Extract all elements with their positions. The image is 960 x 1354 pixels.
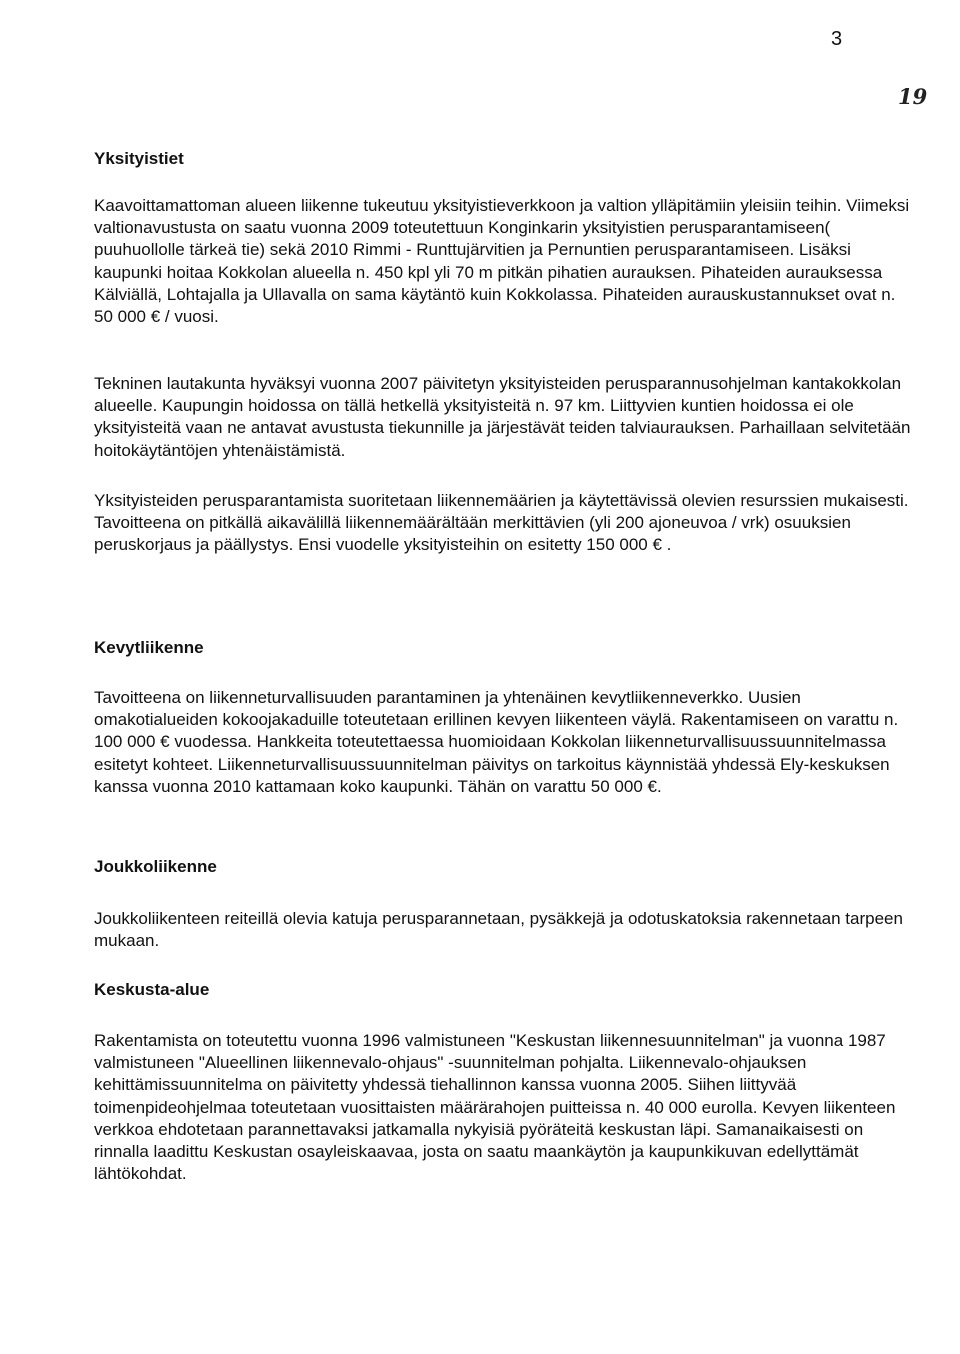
paragraph-joukkoliikenne-1: Joukkoliikenteen reiteillä olevia katuja perusparannetaan, pysäkkejä ja odotuskatoksia rakennetaan tarpeen mukaan. bbox=[94, 909, 903, 951]
paragraph-yksityistiet-3: Yksityisteiden perusparantamista suoritetaan liikennemäärien ja käytettävissä olevien resurssien mukaisesti. Tavoitteena on pitkällä aikavälillä liikennemäärältään merkittävien (yli 200 ajoneuvoa / vrk) osuuksien peruskorjaus ja päällystys. Ensi vuodelle yksityisteihin on esitetty 150 000 € . bbox=[94, 491, 909, 555]
paragraph-kevytliikenne-1: Tavoitteena on liikenneturvallisuuden parantaminen ja yhtenäinen kevytliikenneverkko. Uusien omakotialueiden kokoojakaduille toteutetaan erillinen kevyen liikenteen väylä. Rakentamiseen on varattu n. 100 000 € vuodessa. Hankkeita toteutettaessa huomioidaan Kokkolan liikenneturvallisuussuunnitelmassa esitetyt kohteet. Liikenneturvallisuussuunnitelman päivitys on tarkoitus käynnistää yhdessä Ely-keskuksen kanssa vuonna 2010 kattamaan koko kaupunki. Tähän on varattu 50 000 €. bbox=[94, 688, 899, 796]
heading-joukkoliikenne: Joukkoliikenne bbox=[94, 857, 217, 876]
paragraph-keskusta-alue-1: Rakentamista on toteutettu vuonna 1996 valmistuneen "Keskustan liikennesuunnitelman" ja vuonna 1987 valmistuneen "Alueellinen liikennevalo-ohjaus" -suunnitelman pohjalta. Liikennevalo-ohjauksen kehittämissuunnitelma on päivitetty yhdessä tiehallinnon kanssa vuonna 2005. Siihen liittyvää toimenpideohjelmaa toteutetaan vuosittaisten määrärahojen puitteissa n. 40 000 eurolla. Kevyen liikenteen verkkoa ehdotetaan parannettavaksi jatkamalla nykyisiä pyöräteitä keskustan läpi. Samanaikaisesti on rinnalla laadittu Keskustan osayleiskaavaa, josta on saatu maankäytön ja kaupunkikuvan edellyttämät lähtökohdat. bbox=[94, 1031, 896, 1184]
page-number: 3 bbox=[831, 28, 843, 50]
heading-keskusta-alue: Keskusta-alue bbox=[94, 980, 210, 999]
heading-yksityistiet: Yksityistiet bbox=[94, 149, 184, 168]
paragraph-yksityistiet-2: Tekninen lautakunta hyväksyi vuonna 2007 päivitetyn yksityisteiden perusparannusohjelman kantakokkolan alueelle. Kaupungin hoidossa on tällä hetkellä yksityisteitä n. 97 km. Liittyvien kuntien hoidossa ei ole yksityisteitä vaan ne antavat avustusta tiekunnille ja järjestävät teiden talviaurauksen. Parhaillaan selvitetään hoitokäytäntöjen yhtenäistämistä. bbox=[94, 374, 911, 460]
heading-kevytliikenne: Kevytliikenne bbox=[94, 638, 204, 657]
paragraph-yksityistiet-1: Kaavoittamattoman alueen liikenne tukeutuu yksityistieverkkoon ja valtion ylläpitämiin yleisiin teihin. Viimeksi valtionavustusta on saatu vuonna 2009 toteutettuun Konginkarin yksityistien perusparantamiseen( puuhuollolle tärkeä tie) sekä 2010 Rimmi - Runttujärvitien ja Pernuntien perusparantamiseen. Lisäksi kaupunki hoitaa Kokkolan alueella n. 450 kpl yli 70 m pitkän pihatien aurauksen. Pihateiden aurauksessa Kälviällä, Lohtajalla ja Ullavalla on sama käytäntö kuin Kokkolassa. Pihateiden aurauskustannukset ovat n. 50 000 € / vuosi. bbox=[94, 196, 910, 327]
handwritten-page-mark: 19 bbox=[898, 84, 928, 109]
